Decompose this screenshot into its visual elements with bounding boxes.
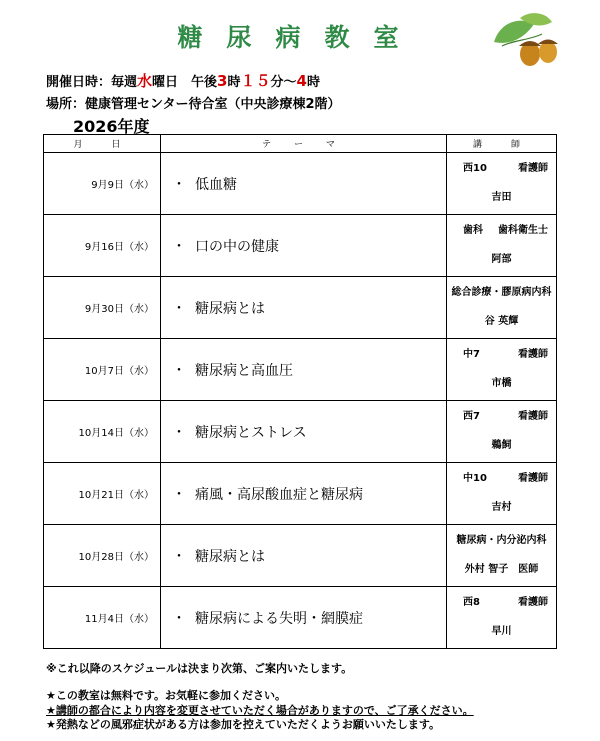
fiscal-year: 2026年度 [73, 117, 150, 136]
table-row [44, 463, 557, 525]
table-row [44, 587, 557, 649]
schedule-table [43, 134, 557, 649]
row-date: 10月7日（水） [44, 339, 161, 401]
header-date: 月 日 [44, 135, 161, 153]
change-note: ★講師の都合により内容を変更させていただく場合がありますので、ご了承ください。 [46, 704, 474, 717]
table-header-row [44, 135, 557, 153]
acorn-leaf-icon [490, 10, 562, 72]
row-date: 9月9日（水） [44, 153, 161, 215]
row-theme: ・ 糖尿病と高血圧 [161, 339, 447, 401]
place-info: 場所：健康管理センター待合室（中央診療棟2階） [46, 97, 341, 112]
row-lecturer: 西7 看護師 鵜飼 [447, 401, 557, 463]
row-lecturer: 糖尿病・内分泌内科 外村 智子 医師 [447, 525, 557, 587]
row-theme: ・ 低血糖 [161, 153, 447, 215]
fever-note: ★発熱などの風邪症状がある方は参加を控えていただくようお願いいたします。 [46, 718, 440, 731]
row-date: 10月14日（水） [44, 401, 161, 463]
schedule-note: ※これ以降のスケジュールは決まり次第、ご案内いたします。 [46, 662, 353, 675]
header-theme: テ ー マ [161, 135, 447, 153]
row-lecturer: 総合診療・膠原病内科 谷 英輝 [447, 277, 557, 339]
row-theme: ・ 糖尿病とストレス [161, 401, 447, 463]
table-row [44, 153, 557, 215]
row-date: 10月28日（水） [44, 525, 161, 587]
header-lecturer: 講 師 [447, 135, 557, 153]
row-lecturer: 中7 看護師 市橋 [447, 339, 557, 401]
row-date: 10月21日（水） [44, 463, 161, 525]
table-row [44, 215, 557, 277]
row-lecturer: 歯科 歯科衛生士 阿部 [447, 215, 557, 277]
table-row [44, 525, 557, 587]
free-note: ★この教室は無料です。お気軽に参加ください。 [46, 689, 286, 702]
row-theme: ・ 痛風・高尿酸血症と糖尿病 [161, 463, 447, 525]
row-date: 11月4日（水） [44, 587, 161, 649]
table-row [44, 401, 557, 463]
row-lecturer: 西10 看護師 吉田 [447, 153, 557, 215]
row-theme: ・ 口の中の健康 [161, 215, 447, 277]
row-theme: ・ 糖尿病とは [161, 277, 447, 339]
row-lecturer: 中10 看護師 吉村 [447, 463, 557, 525]
page-title: 糖尿病教室 [177, 23, 423, 52]
row-date: 9月16日（水） [44, 215, 161, 277]
schedule-info: 開催日時：毎週水曜日 午後3時１５分～4時 [46, 72, 320, 90]
row-date: 9月30日（水） [44, 277, 161, 339]
table-row [44, 339, 557, 401]
row-theme: ・ 糖尿病による失明・網膜症 [161, 587, 447, 649]
row-theme: ・ 糖尿病とは [161, 525, 447, 587]
row-lecturer: 西8 看護師 早川 [447, 587, 557, 649]
table-row [44, 277, 557, 339]
